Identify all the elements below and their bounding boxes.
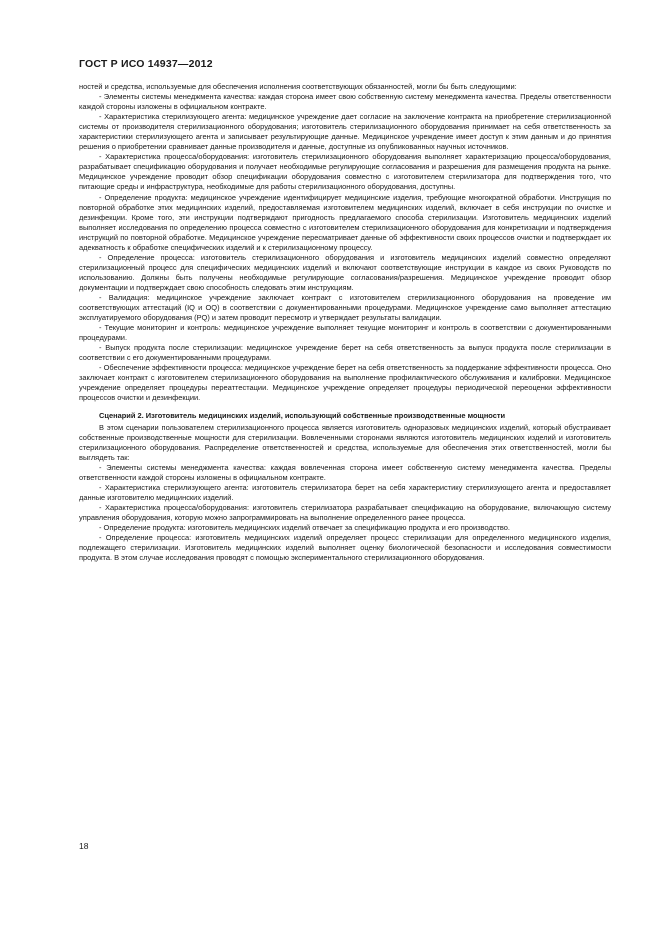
paragraph: - Характеристика стерилизующего агента: изготовитель стерилизатора берет на себя характеристику стерилизующего агента и предоставляет данные изготовителю медицинских изделий. (79, 482, 611, 502)
paragraph: - Выпуск продукта после стерилизации: медицинское учреждение берет на себя ответственность за выпуск продукта после стерилизации в соответствии с его документированными процедурами. (79, 343, 611, 363)
document-header: ГОСТ Р ИСО 14937—2012 (79, 58, 213, 70)
paragraph: - Элементы системы менеджмента качества: каждая вовлеченная сторона имеет собственную систему менеджмента качества. Пределы ответственности каждой стороны изложены в официальном контракте. (79, 462, 611, 482)
document-body (79, 82, 611, 563)
paragraph: - Элементы системы менеджмента качества: каждая сторона имеет свою собственную систему менеджмента качества. Пределы ответственности каждой стороны изложены в официальном контракте. (79, 92, 611, 112)
paragraph: - Характеристика процесса/оборудования: изготовитель стерилизатора разрабатывает спецификацию на оборудование, включающую систему управления оборудования, которую можно запрограммировать на выполнение определенного ранее процесса. (79, 502, 611, 522)
paragraph: - Текущие мониторинг и контроль: медицинское учреждение выполняет текущие мониторинг и контроль в соответствии с документированными процедурами. (79, 323, 611, 343)
paragraph: - Определение процесса: изготовитель стерилизационного оборудования и изготовитель медицинских изделий совместно определяют стерилизационный процесс для специфических медицинских изделий и включают соответствующие инструкции в каждое из своих Руководств по использованию. Должны быть получены необходимые регулирующие согласования/разрешения. Медицинское учреждение проводит обзор документации и подтверждает свою способность следовать этим инструкциям. (79, 252, 611, 292)
paragraph: - Обеспечение эффективности процесса: медицинское учреждение берет на себя ответственность за поддержание эффективности процесса. Оно заключает контракт с изготовителем стерилизационного оборудования на выполнение профилактического обслуживания и калибровки. Медицинское учреждение определяет процедуры переаттестации. Медицинское учреждение определяет процедуры периодической переоценки эффективности процессов очистки и дезинфекции. (79, 363, 611, 403)
section-heading: Сценарий 2. Изготовитель медицинских изделий, использующий собственные производственные мощности (99, 410, 506, 420)
page-number: 18 (79, 841, 89, 851)
paragraph: ностей и средства, используемые для обеспечения исполнения соответствующих обязанностей, могли бы быть следующими: (79, 82, 517, 91)
paragraph: - Характеристика процесса/оборудования: изготовитель стерилизационного оборудования выполняет характеризацию процесса/оборудования, разрабатывает спецификацию оборудования и получает необходимые регулирующие согласования и разрешения для размещения продукта на рынке. Медицинское учреждение проводит обзор спецификации оборудования совместно с изготовителем стерилизатора для подтверждения того, что питающие среды и инфраструктура, необходимые для работы стерилизационного оборудования, доступны. (79, 152, 611, 192)
paragraph: - Определение продукта: изготовитель медицинских изделий отвечает за спецификацию продукта и его производство. (99, 523, 510, 533)
paragraph: В этом сценарии пользователем стерилизационного процесса является изготовитель одноразовых медицинских изделий, который обустраивает собственные производственные мощности для стерилизации. Вовлеченными сторонами являются изготовитель медицинских изделий и изготовитель стерилизационного оборудования. Распределение ответственностей и средства, используемые для обеспечения этих ответственностей, могли бы выглядеть так: (79, 422, 611, 462)
paragraph: - Валидация: медицинское учреждение заключает контракт с изготовителем стерилизационного оборудования на проведение им соответствующих аттестаций (IQ и OQ) в соответствии с документированными процедурами. Медицинское учреждение само выполняет аттестацию эксплуатируемого оборудования (PQ) и затем проводит пересмотр и утверждает результаты валидации. (79, 292, 611, 323)
paragraph: - Определение продукта: медицинское учреждение идентифицирует медицинские изделия, требующие многократной обработки. Инструкция по повторной обработке этих медицинских изделий, предоставляемая изготовителем медицинских изделий, включает в себя инструкции по очистке и дезинфекции. Кроме того, эти инструкции подтверждают пригодность предлагаемого способа стерилизации. Изготовитель медицинских изделий выполняет исследования по определению процесса совместно с изготовителем стерилизационного оборудования для конкретизации и подтверждения инструкций по повторной обработке. Медицинское учреждение пересматривает данные об эффективности своих процессов очистки и подтверждает их адекватность к обработке специфических изделий и к стерилизационному процессу. (79, 192, 611, 252)
paragraph: - Определение процесса: изготовитель медицинских изделий определяет процесс стерилизации для определенного медицинского изделия, подлежащего стерилизации. Изготовитель медицинских изделий выполняет оценку биологической безопасности и исследования совместимости продукта. В этом случае исследования проводят с помощью экспериментального стерилизационного оборудования. (79, 533, 611, 563)
paragraph: - Характеристика стерилизующего агента: медицинское учреждение дает согласие на заключение контракта на приобретение стерилизационной системы от производителя стерилизационного оборудования; изготовитель стерилизационного оборудования принимает на себя ответственность за характеристики стерилизующего агента и записывает результирующие данные. Медицинское учреждение имеет доступ к этим данным и до принятия решения о приобретении сравнивает данные производителя и данные, доступные из опубликованных научных источников. (79, 112, 611, 152)
